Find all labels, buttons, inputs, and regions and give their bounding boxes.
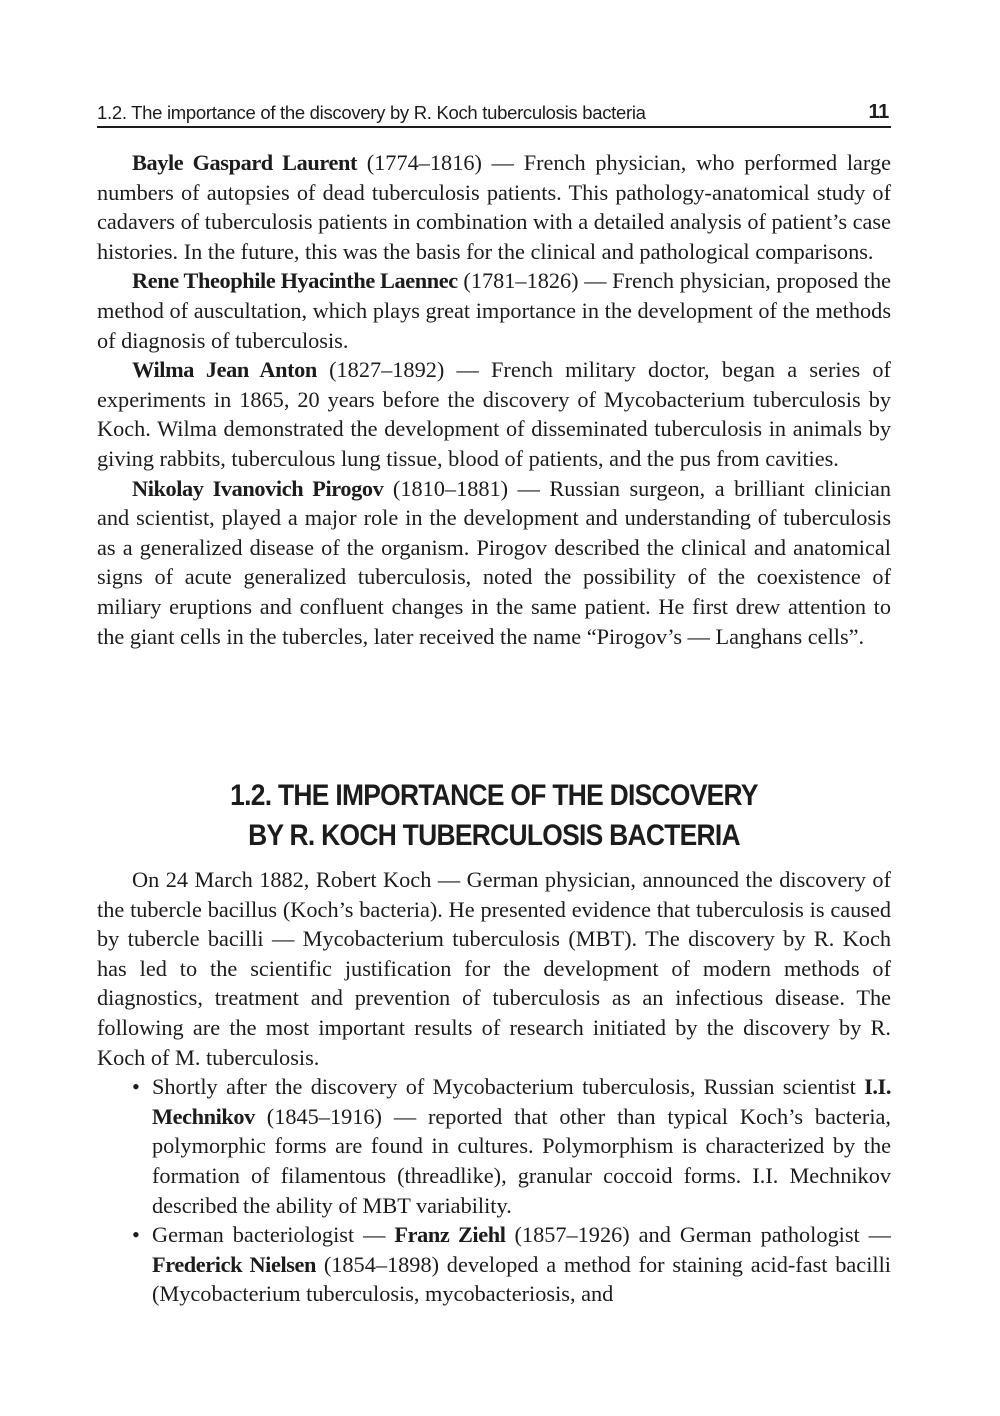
section-heading-line: BY R. KOCH TUBERCULOSIS BACTERIA — [248, 819, 740, 852]
page-number: 11 — [868, 101, 889, 123]
list-item — [97, 1220, 891, 1309]
scientist-name: Frederick Nielsen — [152, 1251, 317, 1277]
biographies-block — [97, 148, 891, 651]
list-item — [97, 1072, 891, 1220]
running-head-title: 1.2. The importance of the discovery by R. Koch tuberculosis bacteria — [97, 102, 646, 123]
biography-text: (1774–1816) — French physician, who performed large numbers of autopsies of dead tuberculosis patients. This pathology-anatomical study of cadavers of tuberculosis patients in combination with a detailed analysis of patient’s case histories. In the future, this was the basis for the clinical and pathological comparisons. — [97, 150, 892, 264]
running-head — [97, 98, 891, 128]
section-heading — [145, 776, 844, 856]
biography-paragraph — [97, 474, 891, 652]
biography-name: Wilma Jean Anton — [132, 357, 317, 383]
bullet-text: Shortly after the discovery of Mycobacterium tuberculosis, Russian scientist — [152, 1074, 865, 1100]
biography-name: Nikolay Ivanovich Pirogov — [132, 475, 384, 501]
biography-paragraph — [97, 266, 891, 355]
bullet-marker: • — [132, 1074, 140, 1100]
biography-name: Bayle Gaspard Laurent — [132, 150, 357, 175]
biography-paragraph — [97, 355, 891, 473]
biography-paragraph — [97, 148, 891, 266]
bullet-text: (1845–1916) — reported that other than typical Koch’s bacteria, polymorphic forms are found in cultures. Polymorphism is characterized by the formation of filamentous (threadlike), granular coccoid forms. I.I. Mechnikov described the ability of MBT variability. — [152, 1103, 891, 1218]
bullet-marker: • — [132, 1222, 140, 1248]
section-body — [97, 865, 891, 1309]
section-heading-line: 1.2. THE IMPORTANCE OF THE DISCOVERY — [230, 779, 758, 812]
bullet-text: (1857–1926) and German pathologist — — [505, 1222, 891, 1248]
scientist-name: I.I. Mechnikov — [152, 1074, 891, 1129]
bullet-list — [97, 1072, 891, 1309]
biography-text: (1781–1826) — French physician, proposed the method of auscultation, which plays great importance in the development of the methods of diagnosis of tuberculosis. — [97, 268, 891, 353]
biography-text: (1827–1892) — French military doctor, began a series of experiments in 1865, 20 years before the discovery of Mycobacterium tuberculosis by Koch. Wilma demonstrated the development of disseminated tuberculosis in animals by giving rabbits, tuberculous lung tissue, blood of patients, and the pus from cavities. — [97, 357, 891, 471]
biography-text: (1810–1881) — Russian surgeon, a brilliant clinician and scientist, played a major role in the development and understanding of tuberculosis as a generalized disease of the organism. Pirogov described the clinical and anatomical signs of acute generalized tuberculosis, noted the possibility of the coexistence of miliary eruptions and confluent changes in the same patient. He first drew attention to the giant cells in the tubercles, later received the name “Pirogov’s — Langhans cells”. — [97, 475, 891, 649]
biography-name: Rene Theophile Hyacinthe Laennec — [132, 268, 458, 294]
bullet-text: German bacteriologist — — [152, 1222, 395, 1248]
bullet-text: (1854–1898) developed a method for staining acid-fast bacilli (Mycobacterium tuberculosis, mycobacteriosis, and — [152, 1251, 891, 1307]
scientist-name: Franz Ziehl — [394, 1222, 506, 1248]
intro-paragraph: On 24 March 1882, Robert Koch — German physician, announced the discovery of the tubercle bacillus (Koch’s bacteria). He presented evidence that tuberculosis is caused by tubercle bacilli — Mycobacterium tuberculosis (MBT). The discovery by R. Koch has led to the scientific justification for the development of modern methods of diagnostics, treatment and prevention of tuberculosis as an infectious disease. The following are the most important results of research initiated by the discovery by R. Koch of M. tuberculosis. — [97, 867, 891, 1070]
